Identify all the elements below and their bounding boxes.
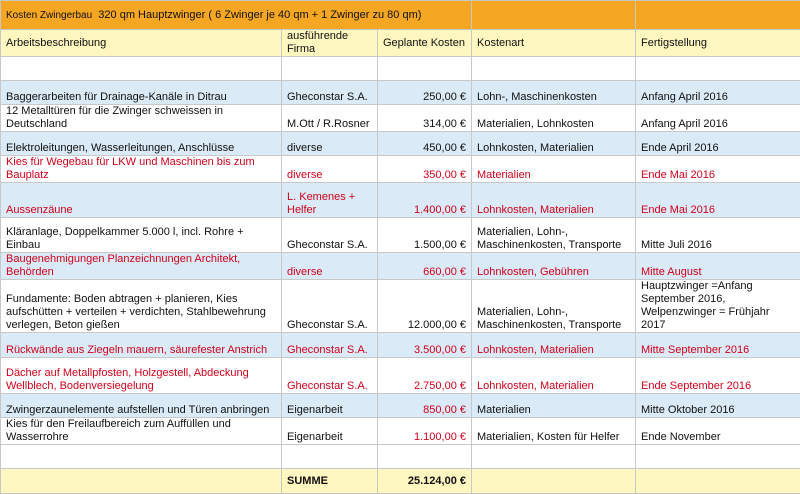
- cell-desc[interactable]: Elektroleitungen, Wasserleitungen, Anschlüsse: [1, 132, 282, 156]
- table-row: [1, 81, 800, 105]
- cell-kostenart[interactable]: Materialien, Lohn-, Maschinenkosten, Transporte: [472, 218, 636, 253]
- cell-firma[interactable]: Gheconstar S.A.: [282, 358, 378, 394]
- title-row: [1, 1, 800, 30]
- cell-kostenart[interactable]: Lohnkosten, Materialien: [472, 183, 636, 218]
- header-fertigstellung[interactable]: Fertigstellung: [636, 30, 800, 57]
- empty-cell[interactable]: [1, 57, 282, 81]
- empty-cell[interactable]: [636, 57, 800, 81]
- cell-firma[interactable]: L. Kemenes + Helfer: [282, 183, 378, 218]
- table-row: [1, 218, 800, 253]
- table-row: [1, 253, 800, 280]
- cell-desc[interactable]: Kies für Wegebau für LKW und Maschinen bis zum Bauplatz: [1, 156, 282, 183]
- header-firma[interactable]: ausführende Firma: [282, 30, 378, 57]
- cell-kosten[interactable]: 350,00 €: [378, 156, 472, 183]
- cell-kostenart[interactable]: Lohnkosten, Materialien: [472, 132, 636, 156]
- table-row: [1, 358, 800, 394]
- table-row: [1, 132, 800, 156]
- cell-firma[interactable]: M.Ott / R.Rosner: [282, 105, 378, 132]
- table-row: [1, 394, 800, 418]
- title-empty-cell[interactable]: [472, 1, 636, 30]
- title-main: 320 qm Hauptzwinger ( 6 Zwinger je 40 qm + 1 Zwinger zu 80 qm): [98, 9, 421, 21]
- table-row: [1, 280, 800, 333]
- cell-fertig[interactable]: Mitte Juli 2016: [636, 218, 800, 253]
- empty-cell[interactable]: [472, 469, 636, 494]
- cell-firma[interactable]: diverse: [282, 132, 378, 156]
- cell-kosten[interactable]: 450,00 €: [378, 132, 472, 156]
- cell-desc[interactable]: Fundamente: Boden abtragen + planieren, Kies aufschütten + verteilen + verdichten, Stahlbewehrung verlegen, Beton gießen: [1, 280, 282, 333]
- cell-kosten[interactable]: 660,00 €: [378, 253, 472, 280]
- title-empty-cell[interactable]: [636, 1, 800, 30]
- cell-kostenart[interactable]: Materialien: [472, 394, 636, 418]
- empty-cell[interactable]: [636, 469, 800, 494]
- cell-kostenart[interactable]: Materialien, Lohn-, Maschinenkosten, Transporte: [472, 280, 636, 333]
- cell-desc[interactable]: Dächer auf Metallpfosten, Holzgestell, Abdeckung Wellblech, Bodenversiegelung: [1, 358, 282, 394]
- cell-desc[interactable]: Baggerarbeiten für Drainage-Kanäle in Ditrau: [1, 81, 282, 105]
- header-row: [1, 30, 800, 57]
- cell-kostenart[interactable]: Lohnkosten, Materialien: [472, 358, 636, 394]
- cell-firma[interactable]: Gheconstar S.A.: [282, 280, 378, 333]
- cell-desc[interactable]: 12 Metalltüren für die Zwinger schweissen in Deutschland: [1, 105, 282, 132]
- empty-cell[interactable]: [1, 469, 282, 494]
- cell-firma[interactable]: Eigenarbeit: [282, 394, 378, 418]
- table-row: [1, 156, 800, 183]
- table-row: [1, 333, 800, 358]
- sum-row: [1, 469, 800, 494]
- table-row: [1, 105, 800, 132]
- cell-fertig[interactable]: Ende Mai 2016: [636, 183, 800, 218]
- cell-fertig[interactable]: Ende November: [636, 418, 800, 445]
- cell-fertig[interactable]: Anfang April 2016: [636, 105, 800, 132]
- cell-fertig[interactable]: Mitte September 2016: [636, 333, 800, 358]
- cell-fertig[interactable]: Mitte August: [636, 253, 800, 280]
- cell-firma[interactable]: Gheconstar S.A.: [282, 333, 378, 358]
- empty-cell[interactable]: [1, 445, 282, 469]
- sum-label[interactable]: SUMME: [282, 469, 378, 494]
- cell-kostenart[interactable]: Lohnkosten, Gebühren: [472, 253, 636, 280]
- cell-firma[interactable]: diverse: [282, 253, 378, 280]
- title-cell[interactable]: [1, 1, 472, 30]
- table-row: [1, 183, 800, 218]
- empty-cell[interactable]: [472, 57, 636, 81]
- cell-desc[interactable]: Baugenehmigungen Planzeichnungen Architekt, Behörden: [1, 253, 282, 280]
- cell-kostenart[interactable]: Materialien: [472, 156, 636, 183]
- empty-cell[interactable]: [378, 57, 472, 81]
- cell-kosten[interactable]: 3.500,00 €: [378, 333, 472, 358]
- cell-firma[interactable]: Eigenarbeit: [282, 418, 378, 445]
- cell-fertig[interactable]: Hauptzwinger =Anfang September 2016, Welpenzwinger = Frühjahr 2017: [636, 280, 800, 333]
- empty-row: [1, 445, 800, 469]
- cell-desc[interactable]: Kläranlage, Doppelkammer 5.000 l, incl. Rohre + Einbau: [1, 218, 282, 253]
- cell-kosten[interactable]: 850,00 €: [378, 394, 472, 418]
- empty-cell[interactable]: [282, 57, 378, 81]
- empty-cell[interactable]: [472, 445, 636, 469]
- header-kostenart[interactable]: Kostenart: [472, 30, 636, 57]
- cell-fertig[interactable]: Mitte Oktober 2016: [636, 394, 800, 418]
- cell-fertig[interactable]: Ende April 2016: [636, 132, 800, 156]
- cell-firma[interactable]: diverse: [282, 156, 378, 183]
- cell-kostenart[interactable]: Materialien, Lohnkosten: [472, 105, 636, 132]
- cell-kostenart[interactable]: Lohnkosten, Materialien: [472, 333, 636, 358]
- cell-fertig[interactable]: Ende Mai 2016: [636, 156, 800, 183]
- cell-kosten[interactable]: 1.500,00 €: [378, 218, 472, 253]
- empty-row: [1, 57, 800, 81]
- cell-kostenart[interactable]: Lohn-, Maschinenkosten: [472, 81, 636, 105]
- header-kosten[interactable]: Geplante Kosten: [378, 30, 472, 57]
- cell-kostenart[interactable]: Materialien, Kosten für Helfer: [472, 418, 636, 445]
- table-row: [1, 418, 800, 445]
- empty-cell[interactable]: [636, 445, 800, 469]
- cell-kosten[interactable]: 250,00 €: [378, 81, 472, 105]
- cell-firma[interactable]: Gheconstar S.A.: [282, 218, 378, 253]
- cell-desc[interactable]: Zwingerzaunelemente aufstellen und Türen anbringen: [1, 394, 282, 418]
- cell-kosten[interactable]: 2.750,00 €: [378, 358, 472, 394]
- cell-kosten[interactable]: 1.100,00 €: [378, 418, 472, 445]
- sum-value[interactable]: 25.124,00 €: [378, 469, 472, 494]
- header-arbeitsbeschreibung[interactable]: Arbeitsbeschreibung: [1, 30, 282, 57]
- cell-desc[interactable]: Rückwände aus Ziegeln mauern, säurefester Anstrich: [1, 333, 282, 358]
- cell-fertig[interactable]: Ende September 2016: [636, 358, 800, 394]
- cell-desc[interactable]: Aussenzäune: [1, 183, 282, 218]
- cell-kosten[interactable]: 12.000,00 €: [378, 280, 472, 333]
- title-prefix: Kosten Zwingerbau: [6, 10, 92, 21]
- empty-cell[interactable]: [378, 445, 472, 469]
- cell-kosten[interactable]: 314,00 €: [378, 105, 472, 132]
- empty-cell[interactable]: [282, 445, 378, 469]
- cell-fertig[interactable]: Anfang April 2016: [636, 81, 800, 105]
- cell-kosten[interactable]: 1.400,00 €: [378, 183, 472, 218]
- cell-desc[interactable]: Kies für den Freilaufbereich zum Auffüllen und Wasserrohre: [1, 418, 282, 445]
- cell-firma[interactable]: Gheconstar S.A.: [282, 81, 378, 105]
